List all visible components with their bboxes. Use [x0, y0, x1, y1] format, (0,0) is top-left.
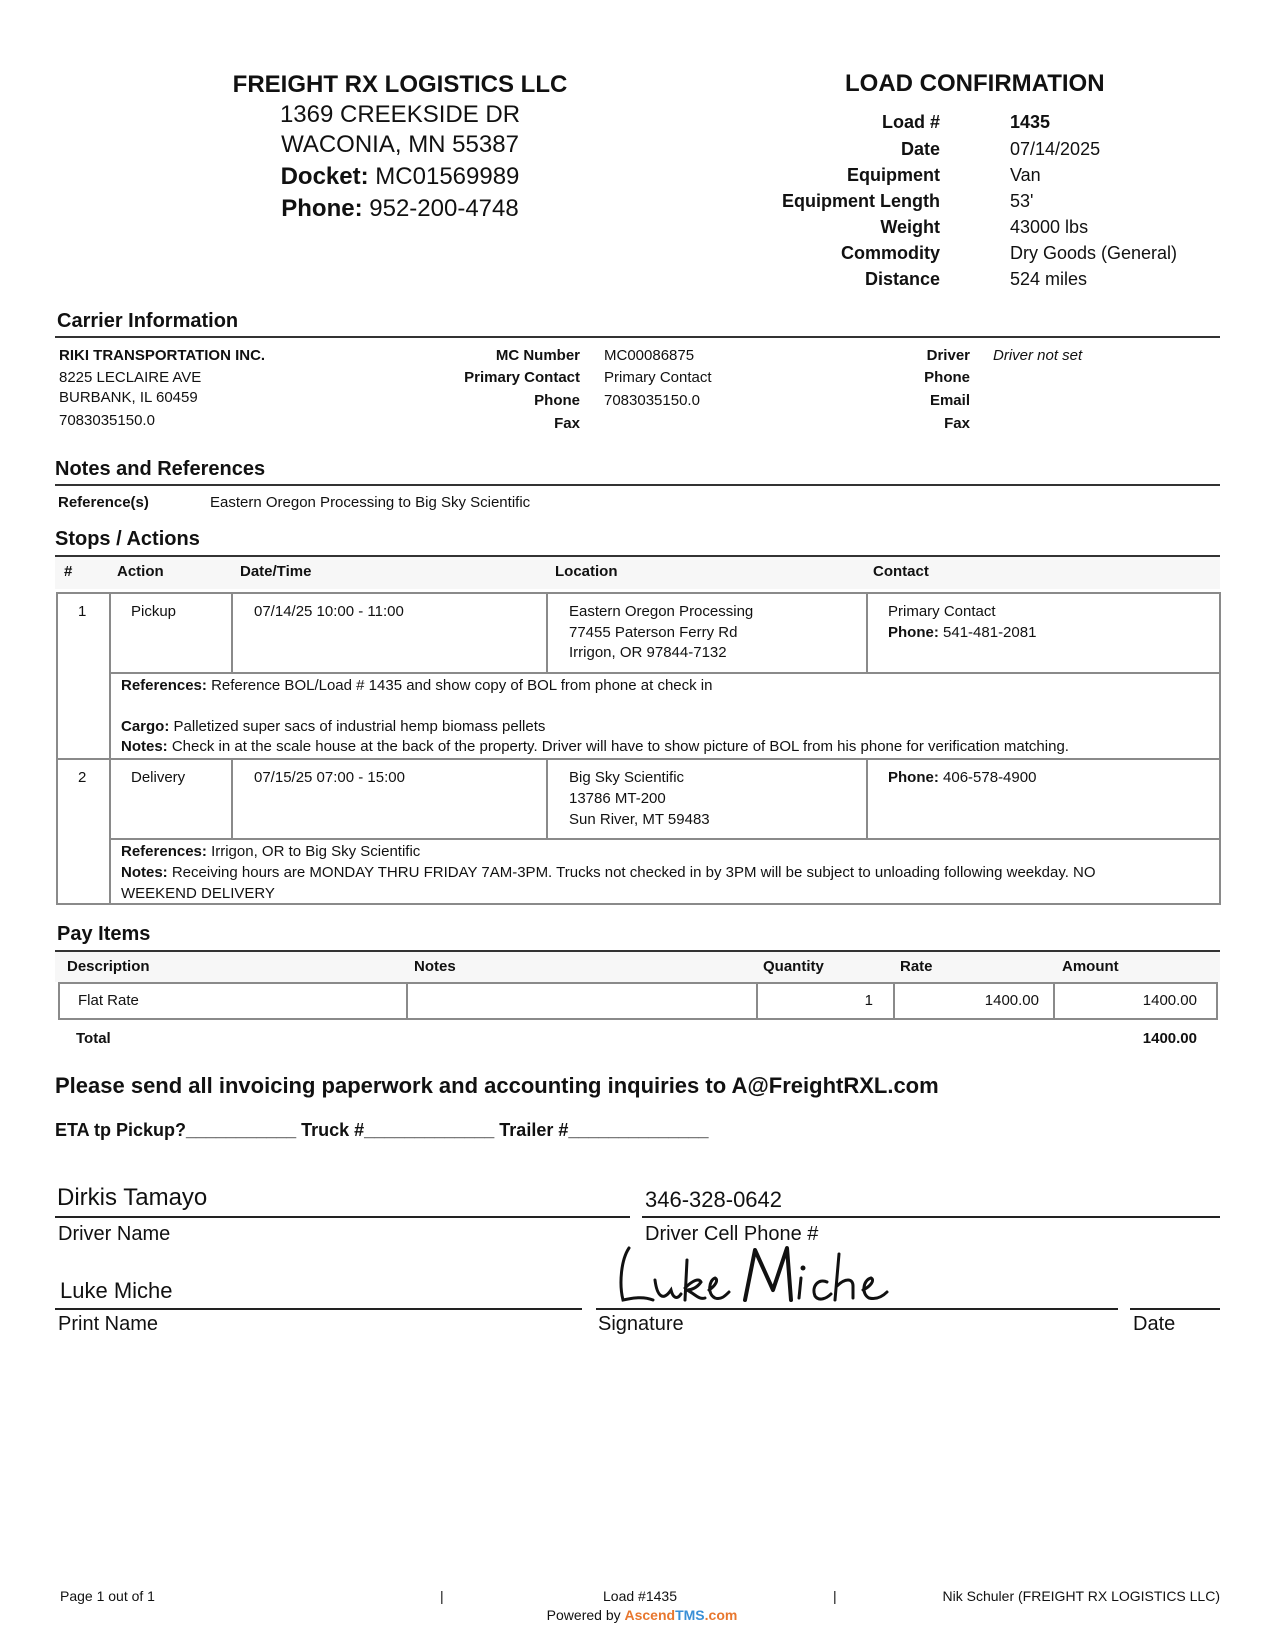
stops-header-row	[55, 557, 1220, 589]
stop1-phone-value: 541-481-2081	[943, 624, 1037, 641]
pay-description: Flat Rate	[78, 992, 139, 1009]
phone-value: 952-200-4748	[369, 195, 519, 222]
lc-value: 07/14/2025	[1010, 139, 1101, 159]
stop2-action: Delivery	[131, 769, 186, 786]
eta-truck-trailer-line: ETA tp Pickup?___________ Truck #_____________ Trailer #______________	[55, 1120, 709, 1140]
stop2-location-line1: Big Sky Scientific	[569, 769, 685, 786]
stop1-contact-name: Primary Contact	[888, 603, 996, 620]
footer-separator-2: |	[833, 1588, 837, 1604]
lc-row-distance	[760, 269, 1220, 295]
stop2-datetime: 07/15/25 07:00 - 15:00	[254, 769, 405, 786]
stop2-notes	[121, 864, 1096, 881]
driver-cell-value: 346-328-0642	[645, 1187, 783, 1212]
ascend-logo-part3: .com	[704, 1607, 738, 1623]
reference-label: Reference(s)	[58, 494, 149, 511]
lc-value: 524 miles	[1010, 269, 1088, 289]
stop2-references-value: Irrigon, OR to Big Sky Scientific	[211, 843, 421, 860]
pay-header-description: Description	[67, 958, 150, 975]
carrier-phone-label: Phone	[534, 392, 580, 409]
stops-header-datetime: Date/Time	[240, 563, 312, 580]
print-name-value: Luke Miche	[60, 1278, 173, 1303]
stop2-phone-value: 406-578-4900	[943, 769, 1037, 786]
pay-quantity: 1	[864, 992, 873, 1009]
handwritten-signature	[615, 1240, 915, 1310]
notes-section-title: Notes and References	[55, 458, 266, 480]
stop1-references-value: Reference BOL/Load # 1435 and show copy of BOL from phone at check in	[211, 677, 713, 694]
footer-separator-1: |	[440, 1588, 444, 1604]
company-address-line1: 1369 CREEKSIDE DR	[279, 101, 521, 128]
company-docket	[200, 162, 600, 192]
company-block	[200, 70, 600, 224]
stops-section-title: Stops / Actions	[55, 528, 200, 550]
carrier-phone: 7083035150.0	[59, 412, 155, 429]
carrier-section-title: Carrier Information	[57, 310, 239, 332]
mc-number-label: MC Number	[495, 347, 580, 364]
pay-header-row	[55, 952, 1220, 982]
stop1-cargo-value: Palletized super sacs of industrial hemp biomass pellets	[173, 718, 546, 735]
lc-row-equipment	[760, 165, 1220, 191]
carrier-name: RIKI TRANSPORTATION INC.	[59, 347, 266, 364]
phone-label: Phone:	[281, 195, 363, 222]
reference-value: Eastern Oregon Processing to Big Sky Scientific	[210, 494, 531, 511]
load-confirmation-title: LOAD CONFIRMATION	[845, 70, 1105, 97]
signature-line	[596, 1308, 1118, 1310]
footer-page: Page 1 out of 1	[60, 1588, 155, 1604]
date-label: Date	[1133, 1313, 1176, 1335]
stop1-notes-value: Check in at the scale house at the back of the property. Driver will have to show picture of BOL from his phone for verification matching.	[171, 738, 1069, 755]
lc-row-commodity	[760, 243, 1220, 269]
carrier-phone-value: 7083035150.0	[604, 392, 700, 409]
footer-user: Nik Schuler (FREIGHT RX LOGISTICS LLC)	[942, 1588, 1220, 1604]
primary-contact-value: Primary Contact	[604, 369, 712, 386]
driver-name-label: Driver Name	[58, 1223, 171, 1245]
carrier-divider	[55, 336, 1220, 338]
stop1-action: Pickup	[131, 603, 177, 620]
stop1-notes	[121, 738, 1069, 755]
stop2-notes-value-line1: Receiving hours are MONDAY THRU FRIDAY 7AM-3PM. Trucks not checked in by 3PM will be subject to unloading following weekday. NO	[171, 864, 1096, 881]
stop1-references-label: References:	[121, 677, 207, 694]
pay-amount: 1400.00	[1142, 992, 1197, 1009]
stops-header-action: Action	[117, 563, 164, 580]
ascend-logo-part2: TMS	[675, 1607, 705, 1623]
lc-value: Dry Goods (General)	[1010, 243, 1178, 263]
stop2-location-line3: Sun River, MT 59483	[569, 811, 710, 828]
driver-cell-label: Driver Cell Phone #	[645, 1223, 819, 1245]
stop1-datetime: 07/14/25 10:00 - 11:00	[254, 603, 404, 620]
stop1-notes-label: Notes:	[121, 738, 168, 755]
driver-value: Driver not set	[993, 347, 1083, 364]
lc-row-date	[760, 139, 1220, 165]
driver-email-label: Email	[929, 392, 970, 409]
stop1-references	[121, 677, 713, 694]
pay-header-amount: Amount	[1062, 958, 1119, 975]
lc-label: Equipment	[847, 165, 940, 185]
print-name-line	[55, 1308, 582, 1310]
stop2-contact-phone	[888, 769, 1036, 786]
pay-header-rate: Rate	[900, 958, 933, 975]
pay-total-label: Total	[76, 1030, 111, 1047]
pay-header-quantity: Quantity	[763, 958, 824, 975]
mc-number-value: MC00086875	[604, 347, 695, 364]
lc-row-load	[760, 112, 1220, 138]
stop2-notes-label: Notes:	[121, 864, 168, 881]
lc-value: 1435	[1010, 112, 1051, 132]
carrier-address-line1: 8225 LECLAIRE AVE	[59, 369, 202, 386]
driver-fax-label: Fax	[944, 415, 970, 432]
docket-label: Docket:	[280, 163, 369, 190]
driver-label: Driver	[926, 347, 970, 364]
lc-label: Distance	[864, 269, 940, 289]
stop2-notes-value-line2: WEEKEND DELIVERY	[121, 885, 275, 902]
stop1-location-line1: Eastern Oregon Processing	[569, 603, 754, 620]
driver-cell-line	[642, 1216, 1220, 1218]
footer-powered-by	[532, 1607, 752, 1623]
date-line	[1130, 1308, 1220, 1310]
carrier-address-line2: BURBANK, IL 60459	[59, 389, 198, 406]
driver-name-line	[55, 1216, 630, 1218]
lc-value: 53'	[1010, 191, 1034, 211]
signature-label: Signature	[598, 1313, 684, 1335]
docket-value: MC01569989	[375, 163, 520, 190]
powered-by-text: Powered by	[546, 1607, 621, 1623]
company-address-line2: WACONIA, MN 55387	[281, 131, 519, 158]
stop1-cargo	[121, 718, 545, 735]
print-name-label: Print Name	[58, 1313, 159, 1335]
lc-label: Equipment Length	[782, 191, 940, 211]
lc-value: 43000 lbs	[1010, 217, 1089, 237]
stop1-phone-label: Phone:	[888, 624, 939, 641]
stop1-contact-phone	[888, 624, 1036, 641]
footer-load: Load #1435	[603, 1588, 677, 1604]
lc-label: Load #	[881, 112, 940, 132]
company-name: FREIGHT RX LOGISTICS LLC	[232, 71, 568, 98]
driver-phone-label: Phone	[924, 369, 970, 386]
pay-header-notes: Notes	[414, 958, 456, 975]
stop1-location-line2: 77455 Paterson Ferry Rd	[569, 624, 738, 641]
stop2-phone-label: Phone:	[888, 769, 939, 786]
notes-divider	[55, 484, 1220, 486]
lc-label: Weight	[880, 217, 940, 237]
stop1-location-line3: Irrigon, OR 97844-7132	[569, 644, 727, 661]
invoice-instructions: Please send all invoicing paperwork and accounting inquiries to A@FreightRXL.com	[55, 1073, 939, 1098]
lc-label: Date	[900, 139, 940, 159]
stop2-location-line2: 13786 MT-200	[569, 790, 666, 807]
pay-notes-cell	[406, 982, 758, 1020]
carrier-fax-label: Fax	[554, 415, 580, 432]
stop2-references	[121, 843, 420, 860]
lc-label: Commodity	[841, 243, 940, 263]
stop1-cargo-label: Cargo:	[121, 718, 170, 735]
lc-value: Van	[1010, 165, 1041, 185]
company-phone	[200, 194, 600, 224]
stop2-references-label: References:	[121, 843, 207, 860]
primary-contact-label: Primary Contact	[464, 369, 580, 386]
lc-row-weight	[760, 217, 1220, 243]
pay-rate: 1400.00	[984, 992, 1039, 1009]
lc-row-equipment-length	[760, 191, 1220, 217]
stops-header-location: Location	[555, 563, 618, 580]
pay-section-title: Pay Items	[57, 923, 151, 945]
stop1-num: 1	[78, 603, 87, 620]
ascend-logo-part1: Ascend	[624, 1607, 676, 1623]
driver-name-value: Dirkis Tamayo	[57, 1184, 208, 1211]
stops-header-num: #	[64, 563, 73, 580]
stops-header-contact: Contact	[873, 563, 929, 580]
stop2-num: 2	[78, 769, 87, 786]
pay-total: 1400.00	[1142, 1030, 1197, 1047]
